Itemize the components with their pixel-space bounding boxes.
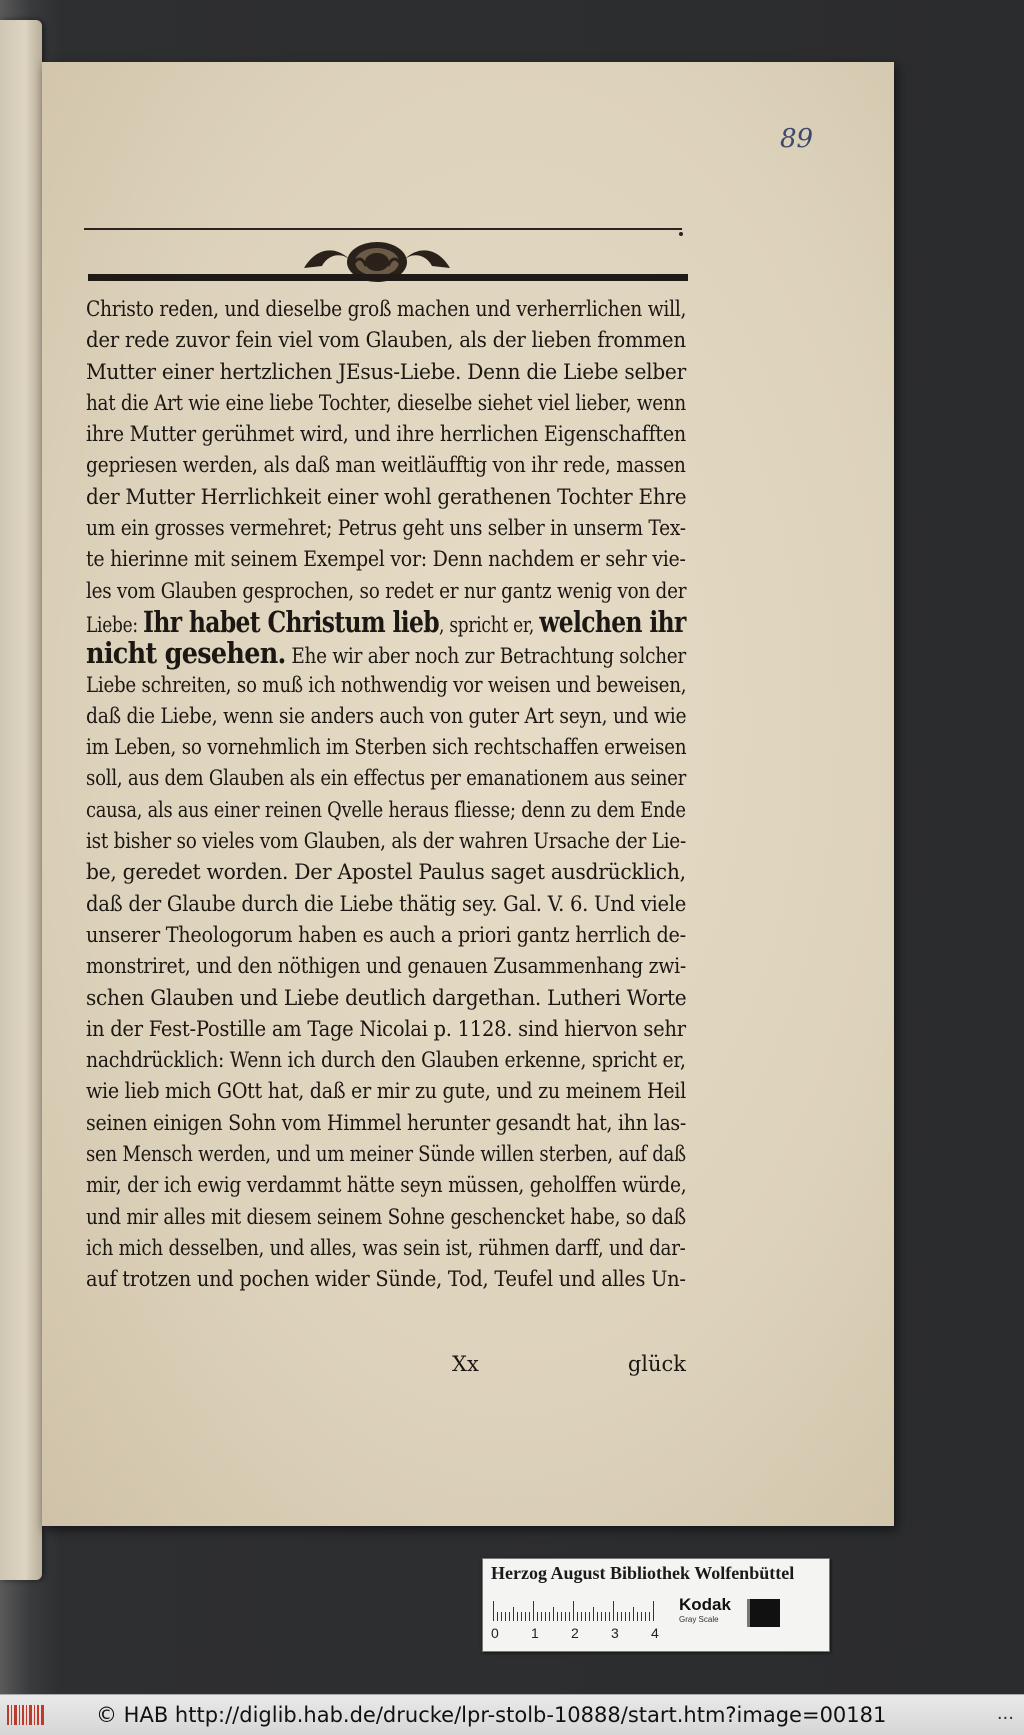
- text-line: [86, 294, 687, 325]
- gray-patch: [747, 1599, 780, 1627]
- text-segment: daß der Glaube durch die Liebe thätig sey. Gal. V. 6. Und viele: [86, 891, 687, 916]
- text-line: [86, 1108, 687, 1139]
- barcode-icon: [6, 1703, 48, 1727]
- text-segment: Liebe:: [86, 612, 144, 637]
- text-segment: Liebe schreiten, so muß ich nothwendig vor weisen und beweisen,: [86, 672, 687, 697]
- ornament-bar: [88, 274, 688, 281]
- text-segment: im Leben, so vornehmlich im Sterben sich rechtschaffen erweisen: [86, 735, 687, 760]
- text-segment: seinen einigen Sohn vom Himmel herunter gesandt hat, ihn las-: [86, 1110, 687, 1135]
- text-segment: monstriret, und den nöthigen und genauen Zusammenhang zwi-: [86, 954, 687, 979]
- more-options-icon[interactable]: ...: [996, 1703, 1014, 1724]
- text-segment: be, geredet worden. Der Apostel Paulus saget ausdrücklich,: [86, 860, 686, 885]
- text-line: [86, 857, 686, 888]
- text-segment: in der Fest-Postille am Tage Nicolai p. 1128. sind hiervon sehr: [86, 1016, 686, 1041]
- text-line: [86, 450, 686, 481]
- ruler-icon: [491, 1597, 671, 1623]
- text-segment: und mir alles mit diesem seinem Sohne geschencket habe, so daß: [86, 1204, 686, 1229]
- catchword-line: [86, 1352, 686, 1382]
- text-line: [86, 670, 687, 701]
- text-segment: , spricht er,: [439, 612, 540, 637]
- text-line: [86, 826, 686, 857]
- text-segment: schen Glauben und Liebe deutlich dargethan. Lutheri Worte: [86, 985, 687, 1010]
- text-segment: ist bisher so vieles vom Glauben, als der wahren Ursache der Lie-: [86, 829, 686, 854]
- kodak-logo: [679, 1595, 743, 1624]
- text-segment: wie lieb mich GOtt hat, daß er mir zu gute, und zu meinem Heil: [86, 1079, 686, 1104]
- color-scale-card: [482, 1558, 830, 1652]
- emphasized-text: Ihr habet Christum lieb: [143, 604, 440, 639]
- library-label: Herzog August Bibliothek Wolfenbüttel: [491, 1563, 795, 1583]
- text-segment: sen Mensch werden, und um meiner Sünde willen sterben, auf daß: [86, 1142, 686, 1167]
- text-line: [86, 357, 686, 388]
- text-line: [86, 795, 686, 826]
- text-segment: daß die Liebe, wenn sie anders auch von guter Art seyn, und wie: [86, 703, 687, 728]
- text-line: [86, 419, 686, 450]
- text-line: [86, 1202, 686, 1233]
- text-segment: Ehe wir aber noch zur Betrachtung solcher: [285, 644, 686, 669]
- text-line: [86, 920, 686, 951]
- text-line: [86, 636, 686, 671]
- ruler-number: 0: [491, 1625, 499, 1641]
- text-segment: der rede zuvor fein viel vom Glauben, als der lieben frommen: [86, 328, 686, 353]
- text-line: [86, 763, 687, 794]
- text-segment: Mutter einer hertzlichen JEsus-Liebe. Denn die Liebe selber: [86, 359, 686, 384]
- text-segment: auf trotzen und pochen wider Sünde, Tod, Teufel und alles Un-: [86, 1267, 686, 1292]
- text-segment: ich mich desselben, und alles, was sein ist, rühmen darff, und dar-: [86, 1235, 686, 1260]
- catchword: glück: [627, 1352, 686, 1376]
- ruler-number: 4: [651, 1625, 659, 1641]
- text-segment: der Mutter Herrlichkeit einer wohl gerathenen Tochter Ehre: [86, 484, 687, 509]
- text-line: [86, 388, 686, 419]
- kodak-brand: Kodak: [679, 1595, 731, 1614]
- page-number: 89: [780, 124, 814, 154]
- previous-page-edge: [0, 20, 42, 1580]
- ruler-number: 1: [531, 1625, 539, 1641]
- text-line: [86, 1045, 686, 1076]
- text-segment: nachdrücklich: Wenn ich durch den Glauben erkenne, spricht er,: [86, 1048, 686, 1073]
- header-rule: [84, 228, 682, 230]
- text-line: [86, 983, 687, 1014]
- text-line: [86, 576, 687, 607]
- emphasized-text: welchen ihr: [539, 604, 686, 639]
- text-segment: les vom Glauben gesprochen, so redet er nur gantz wenig von der: [86, 578, 687, 603]
- text-segment: te hierinne mit seinem Exempel vor: Denn nachdem er sehr vie-: [86, 547, 686, 572]
- text-line: [86, 513, 686, 544]
- signature-mark: Xx: [452, 1352, 479, 1376]
- text-segment: gepriesen werden, als daß man weitläufftig von ihr rede, massen: [86, 453, 686, 478]
- gray-scale-label: Gray Scale: [679, 1615, 719, 1624]
- text-line: [86, 544, 686, 575]
- text-line: [86, 1076, 686, 1107]
- text-segment: mir, der ich ewig verdammt hätte seyn müssen, geholffen würde,: [86, 1173, 687, 1198]
- ruler-number: 2: [571, 1625, 579, 1641]
- ruler-number: 3: [611, 1625, 619, 1641]
- text-segment: unserer Theologorum haben es auch a priori gantz herrlich de-: [86, 922, 686, 947]
- text-line: [86, 325, 686, 356]
- text-line: [86, 482, 687, 513]
- status-bar: [0, 1694, 1024, 1735]
- text-line: [86, 1233, 686, 1264]
- text-line: [86, 1170, 687, 1201]
- text-segment: ihre Mutter gerühmet wird, und ihre herrlichen Eigenschafften: [86, 422, 686, 447]
- text-segment: soll, aus dem Glauben als ein effectus per emanationem aus seiner: [86, 766, 687, 791]
- text-line: [86, 701, 687, 732]
- body-text: [86, 294, 686, 1296]
- emphasized-text: nicht gesehen.: [86, 636, 286, 671]
- text-segment: causa, als aus einer reinen Qvelle heraus fliesse; denn zu dem Ende: [86, 797, 686, 822]
- text-line: [86, 1014, 686, 1045]
- copyright-url[interactable]: © HAB http://diglib.hab.de/drucke/lpr-stolb-10888/start.htm?image=00181: [96, 1703, 887, 1727]
- text-segment: Christo reden, und dieselbe groß machen und verherrlichen will,: [86, 297, 687, 321]
- text-line: [86, 1264, 686, 1295]
- header-rule-dot: [679, 232, 683, 236]
- text-segment: um ein grosses vermehret; Petrus geht uns selber in unserm Tex-: [86, 516, 686, 541]
- text-line: [86, 951, 687, 982]
- book-page: [42, 62, 894, 1526]
- text-line: [86, 604, 686, 639]
- text-segment: hat die Art wie eine liebe Tochter, dieselbe siehet viel lieber, wenn: [86, 390, 686, 415]
- text-line: [86, 889, 687, 920]
- ruler-numbers: [491, 1625, 681, 1643]
- text-line: [86, 1139, 686, 1170]
- text-line: [86, 732, 687, 763]
